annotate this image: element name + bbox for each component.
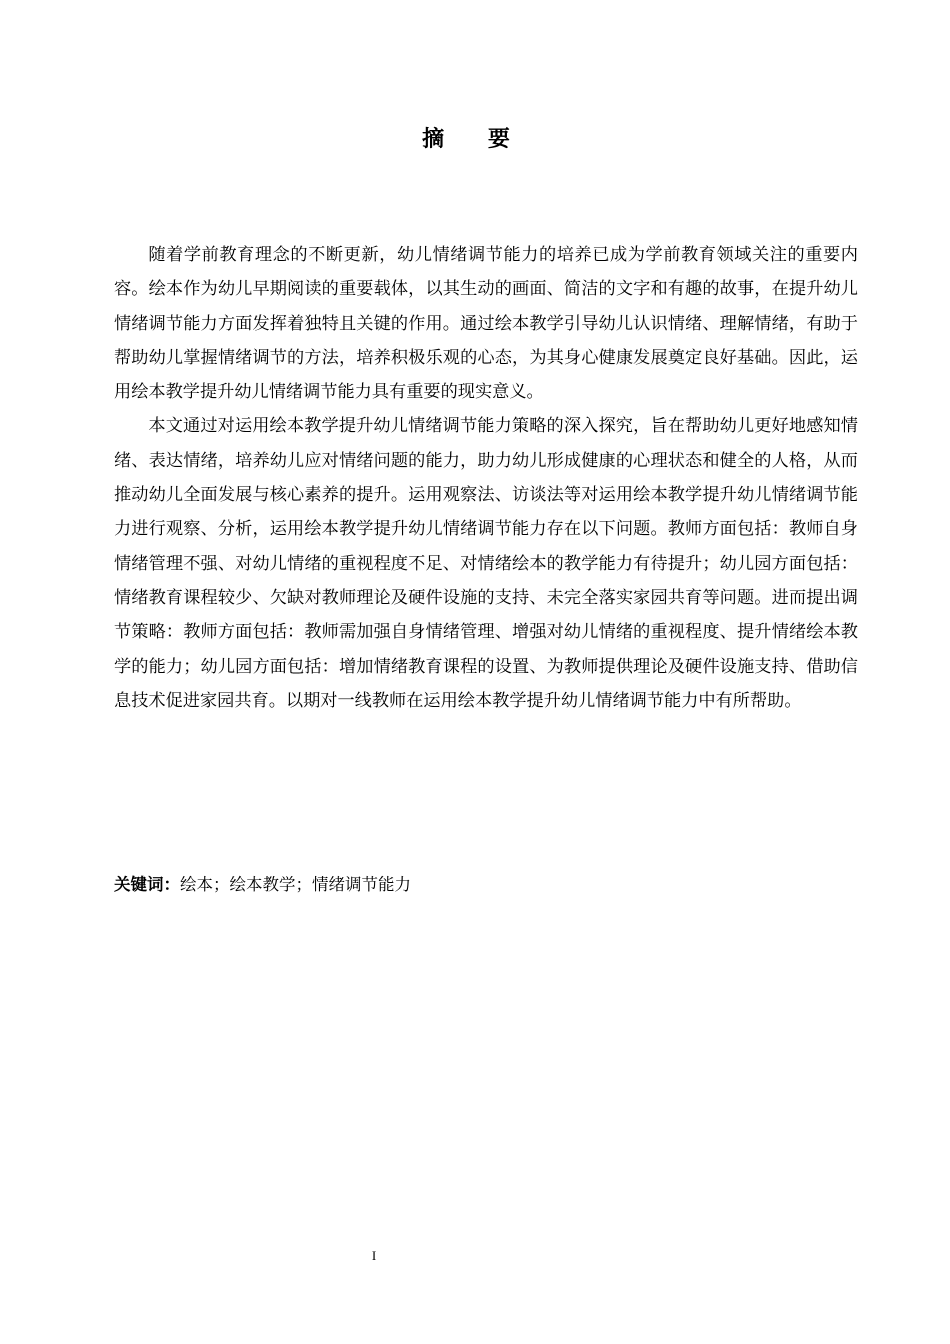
abstract-paragraph-1: 随着学前教育理念的不断更新，幼儿情绪调节能力的培养已成为学前教育领域关注的重要内容。绘本作为幼儿早期阅读的重要载体，以其生动的画面、简洁的文字和有趣的故事，在提升幼儿情绪调节能力方面发挥着独特且关键的作用。通过绘本教学引导幼儿认识情绪、理解情绪，有助于帮助幼儿掌握情绪调节的方法，培养积极乐观的心态，为其身心健康发展奠定良好基础。因此，运用绘本教学提升幼儿情绪调节能力具有重要的现实意义。 (114, 245, 858, 403)
abstract-body (114, 238, 858, 718)
abstract-title: 摘 要 (422, 127, 528, 152)
keywords-label: 关键词： (114, 875, 180, 894)
abstract-paragraph-2: 本文通过对运用绘本教学提升幼儿情绪调节能力策略的深入探究，旨在帮助幼儿更好地感知情绪、表达情绪，培养幼儿应对情绪问题的能力，助力幼儿形成健康的心理状态和健全的人格，从而推动幼儿全面发展与核心素养的提升。运用观察法、访谈法等对运用绘本教学提升幼儿情绪调节能力进行观察、分析，运用绘本教学提升幼儿情绪调节能力存在以下问题。教师方面包括：教师自身情绪管理不强、对幼儿情绪的重视程度不足、对情绪绘本的教学能力有待提升；幼儿园方面包括：情绪教育课程较少、欠缺对教师理论及硬件设施的支持、未完全落实家园共育等问题。进而提出调节策略：教师方面包括：教师需加强自身情绪管理、增强对幼儿情绪的重视程度、提升情绪绘本教学的能力；幼儿园方面包括：增加情绪教育课程的设置、为教师提供理论及硬件设施支持、借助信息技术促进家园共育。以期对一线教师在运用绘本教学提升幼儿情绪调节能力中有所帮助。 (114, 416, 858, 711)
keywords-line (114, 870, 858, 900)
keywords-value: 绘本；绘本教学；情绪调节能力 (180, 875, 411, 894)
page-number: I (371, 1248, 377, 1263)
